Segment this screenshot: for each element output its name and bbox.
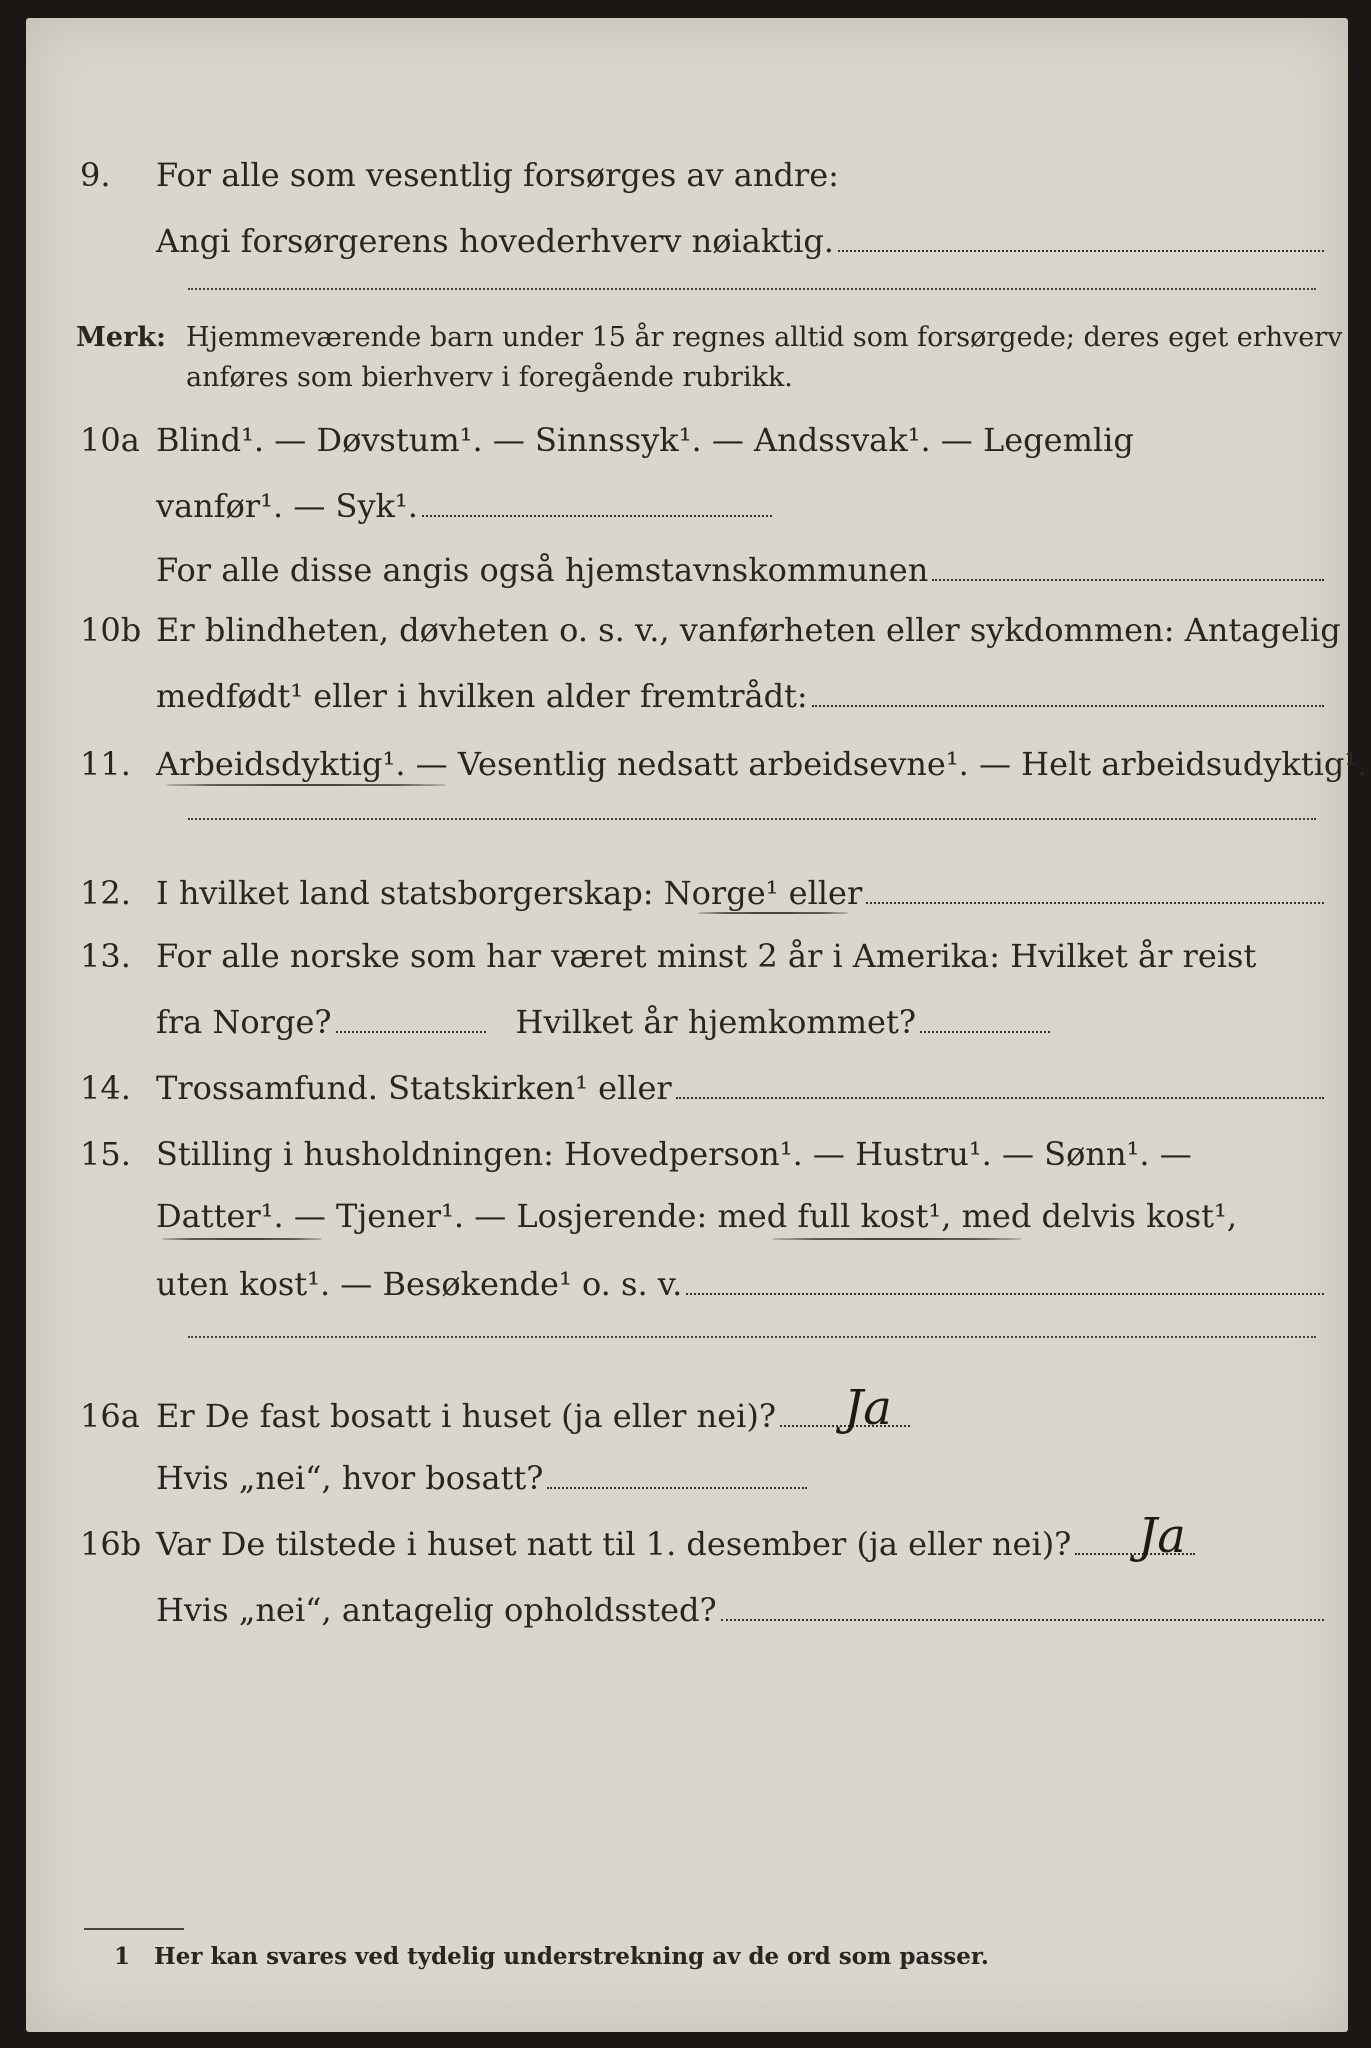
question-text: I hvilket land statsborgerskap: Norge¹ eller xyxy=(156,874,863,912)
handwritten-underline xyxy=(698,912,848,914)
footnote-mark: 1 xyxy=(114,1943,131,1970)
question-text: Blind¹. — Døvstum¹. — Sinnssyk¹. — Andssvak¹. — Legemlig xyxy=(156,421,1134,459)
question-text: Stilling i husholdningen: Hovedperson¹. — Hustru¹. — Sønn¹. — xyxy=(156,1135,1192,1173)
answer-line[interactable] xyxy=(866,901,1324,904)
footnote xyxy=(114,1943,989,1970)
answer-line[interactable] xyxy=(676,1096,1324,1099)
question-number: 10b xyxy=(80,611,142,649)
answer-line[interactable] xyxy=(920,1030,1050,1033)
question-text: Hvilket år hjemkommet? xyxy=(515,1003,916,1041)
question-text: Angi forsørgerens hovederhverv nøiaktig. xyxy=(156,222,834,260)
note-text: Hjemmeværende barn under 15 år regnes alltid som forsørgede; deres eget erhverv xyxy=(186,322,1343,353)
question-number: 14. xyxy=(80,1069,131,1107)
note-text: anføres som bierhverv i foregående rubrikk. xyxy=(186,362,793,393)
question-number: 9. xyxy=(80,156,111,194)
answer-line[interactable] xyxy=(188,1336,1316,1338)
question-text: For alle norske som har været minst 2 år i Amerika: Hvilket år reist xyxy=(156,937,1257,975)
question-text: Er De fast bosatt i huset (ja eller nei)? xyxy=(156,1397,777,1435)
handwritten-underline xyxy=(166,784,446,786)
question-text: uten kost¹. — Besøkende¹ o. s. v. xyxy=(156,1265,683,1303)
answer-line[interactable] xyxy=(686,1292,1324,1295)
question-text: Trossamfund. Statskirken¹ eller xyxy=(156,1069,672,1107)
footnote-rule xyxy=(84,1928,184,1930)
question-number: 12. xyxy=(80,874,131,912)
question-number: 10a xyxy=(80,421,140,459)
footnote-text: Her kan svares ved tydelig understrekning av de ord som passer. xyxy=(154,1943,989,1970)
question-text: medfødt¹ eller i hvilken alder fremtrådt: xyxy=(156,677,808,715)
handwritten-answer: Ja xyxy=(844,1380,892,1436)
question-text: Er blindheten, døvheten o. s. v., vanførheten eller sykdommen: Antagelig xyxy=(156,611,1341,649)
question-number: 16a xyxy=(80,1397,140,1435)
census-form-page xyxy=(26,18,1368,2032)
handwritten-answer: Ja xyxy=(1138,1508,1186,1564)
note-label: Merk: xyxy=(76,322,166,353)
answer-line[interactable] xyxy=(838,249,1324,252)
answer-line[interactable] xyxy=(188,288,1316,290)
handwritten-underline xyxy=(772,1238,1022,1240)
question-text: fra Norge? xyxy=(156,1003,332,1041)
question-text: Var De tilstede i huset natt til 1. desember (ja eller nei)? xyxy=(156,1525,1072,1563)
answer-line[interactable] xyxy=(721,1618,1324,1621)
question-number: 11. xyxy=(80,745,131,783)
question-text: Hvis „nei“, antagelig opholdssted? xyxy=(156,1591,717,1629)
handwritten-underline xyxy=(162,1238,322,1240)
question-text: vanfør¹. — Syk¹. xyxy=(156,487,418,525)
answer-line[interactable] xyxy=(547,1486,807,1489)
question-text: Datter¹. — Tjener¹. — Losjerende: med full kost¹, med delvis kost¹, xyxy=(156,1197,1238,1235)
question-number: 13. xyxy=(80,937,131,975)
answer-line[interactable] xyxy=(336,1030,486,1033)
answer-line[interactable] xyxy=(422,514,772,517)
question-text: Hvis „nei“, hvor bosatt? xyxy=(156,1459,544,1497)
answer-line[interactable] xyxy=(188,818,1316,820)
question-number: 15. xyxy=(80,1135,131,1173)
answer-line[interactable] xyxy=(812,704,1324,707)
answer-line[interactable] xyxy=(932,578,1324,581)
question-text: For alle disse angis også hjemstavnskommunen xyxy=(156,551,929,589)
question-number: 16b xyxy=(80,1525,142,1563)
question-text: Arbeidsdyktig¹. — Vesentlig nedsatt arbeidsevne¹. — Helt arbeidsudyktig¹. xyxy=(156,745,1368,783)
question-text: For alle som vesentlig forsørges av andre: xyxy=(156,156,839,194)
